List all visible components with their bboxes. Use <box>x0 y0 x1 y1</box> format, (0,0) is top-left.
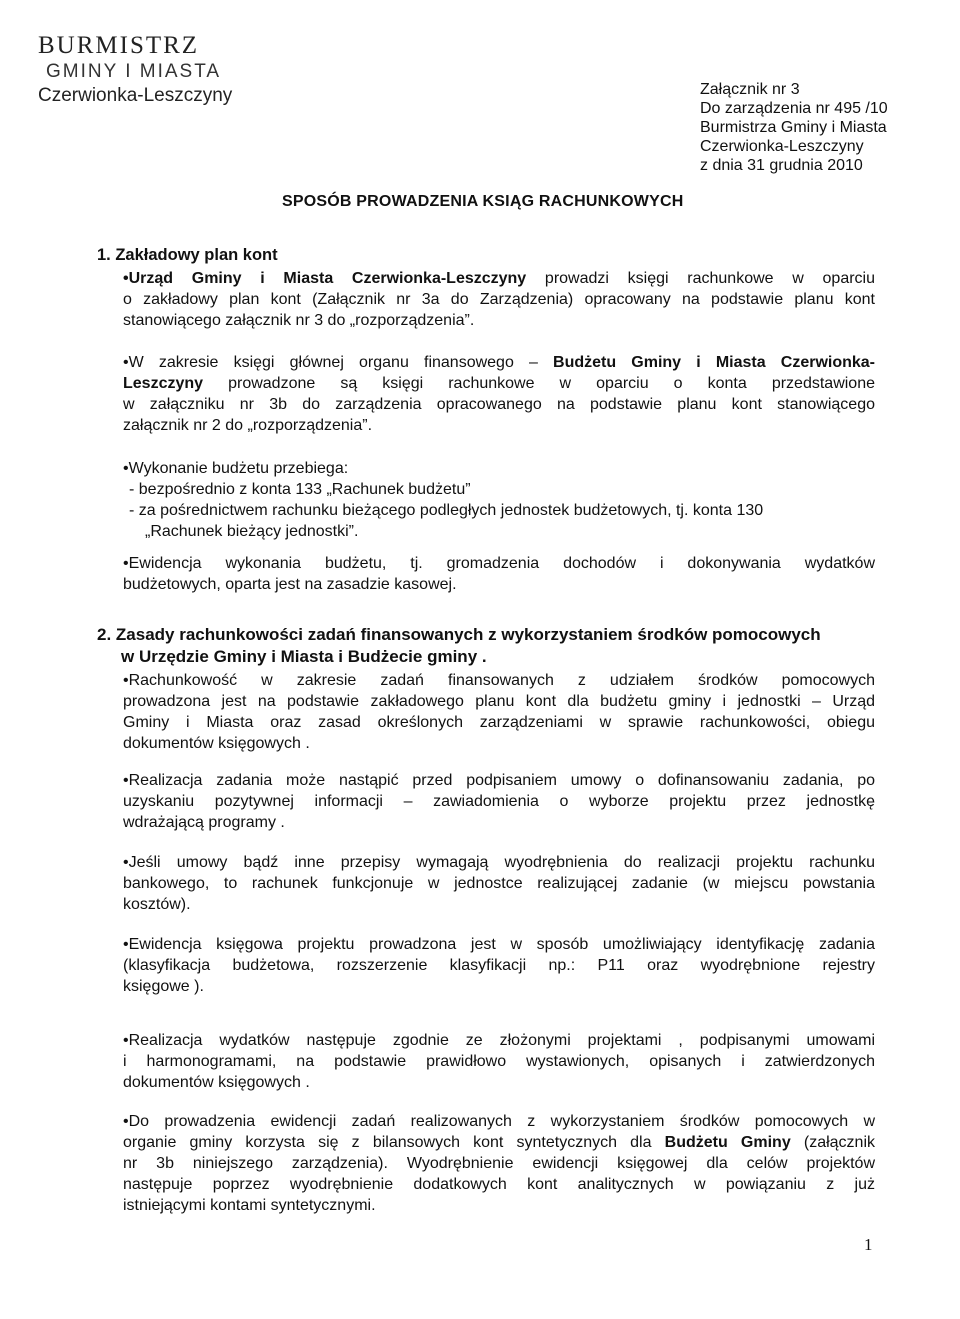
annex-municipality: Czerwionka-Leszczyny <box>700 138 864 155</box>
annex-number: Załącznik nr 3 <box>700 81 800 98</box>
annex-header <box>700 80 940 175</box>
annex-date: z dnia 31 grudnia 2010 <box>700 157 863 174</box>
section-1-paragraph-3: •Wykonanie budżetu przebiega: - bezpośrednio z konta 133 „Rachunek budżetu” - za pośrednictwem rachunku bieżącego podległych jednostek budżetowych, tj. konta 130 „Rachunek bieżący jednostki”. <box>123 460 764 540</box>
annex-issuer: Burmistrza Gminy i Miasta <box>700 119 887 136</box>
stamp-municipality: Czerwionka-Leszczyny <box>38 85 233 106</box>
page-number: 1 <box>864 1235 873 1254</box>
stamp-title: BURMISTRZ <box>38 32 200 59</box>
document-title: SPOSÓB PROWADZENIA KSIĄG RACHUNKOWYCH <box>282 193 684 210</box>
section-2-paragraph-1: •Rachunkowość w zakresie zadań finansowanych z udziałem środków pomocowych prowadzona jest na podstawie zakładowego planu kont dla budżetu gminy i jednostki – Urząd Gminy i Miasta oraz zasad określonych zarządzeniami w sprawie rachunkowości, obiegu dokumentów księgowych . <box>123 672 875 752</box>
issuer-stamp <box>38 32 298 108</box>
section-1-paragraph-4: •Ewidencja wykonania budżetu, tj. gromadzenia dochodów i dokonywania wydatków budżetowych, oparta jest na zasadzie kasowej. <box>123 555 875 593</box>
section-2-heading: 2. Zasady rachunkowości zadań finansowanych z wykorzystaniem środków pomocowych w Urzędzie Gminy i Miasta i Budżecie gminy . <box>97 625 821 666</box>
section-1-heading: 1. Zakładowy plan kont <box>97 246 278 264</box>
section-2-paragraph-2: •Realizacja zadania może nastąpić przed podpisaniem umowy o dofinansowaniu zadania, po uzyskaniu pozytywnej informacji – zawiadomienia o wyborze projektu przez jednostkę wdrażającą programy . <box>123 772 875 831</box>
office-name: •Urząd Gminy i Miasta Czerwionka-Leszczyny <box>123 270 527 287</box>
section-2-paragraph-4: •Ewidencja księgowa projektu prowadzona jest w sposób umożliwiający identyfikację zadania (klasyfikacja budżetowa, rozszerzenie klasyfikacji np.: P11 oraz wyodrębnione rejestry księgowe ). <box>123 936 875 995</box>
section-1-paragraph-1: •Urząd Gminy i Miasta Czerwionka-Leszczyny prowadzi księgi rachunkowe w oparciu o zakładowy plan kont (Załącznik nr 3a do Zarządzenia) opracowany na podstawie planu kont stanowiącego załącznik nr 3 do „rozporządzenia”. <box>123 270 876 329</box>
section-2-paragraph-3: •Jeśli umowy bądź inne przepisy wymagają wyodrębnienia do realizacji projektu rachunku bankowego, to rachunek funkcjonuje w jednostce realizującej zadanie (w miejscu powstania kosztów). <box>123 854 875 913</box>
annex-ordinance: Do zarządzenia nr 495 /10 <box>700 100 888 117</box>
stamp-subtitle: GMINY I MIASTA <box>46 61 222 82</box>
section-1-paragraph-2: •W zakresie księgi głównej organu finansowego – Budżetu Gminy i Miasta Czerwionka- Leszczyny prowadzone są księgi rachunkowe w oparciu o konta przedstawione w załączniku nr 3b do zarządzenia opracowanego na podstawie planu kont stanowiącego załącznik nr 2 do „rozporządzenia”. <box>123 354 876 434</box>
section-2-paragraph-5: •Realizacja wydatków następuje zgodnie ze złożonymi projektami , podpisanymi umowami i harmonogramami, na podstawie prawidłowo wystawionych, opisanych i zatwierdzonych dokumentów księgowych . <box>123 1032 875 1091</box>
section-2-paragraph-6: •Do prowadzenia ewidencji zadań realizowanych z wykorzystaniem środków pomocowych w organie gminy korzysta się z bilansowych kont syntetycznych dla Budżetu Gminy (załącznik nr 3b niniejszego zarządzenia). Wyodrębnienie ewidencji księgowej dla celów projektów następuje poprzez wyodrębnienie dodatkowych kont analitycznych w powiązaniu z już istniejącymi kontami syntetycznymi. <box>123 1113 876 1214</box>
